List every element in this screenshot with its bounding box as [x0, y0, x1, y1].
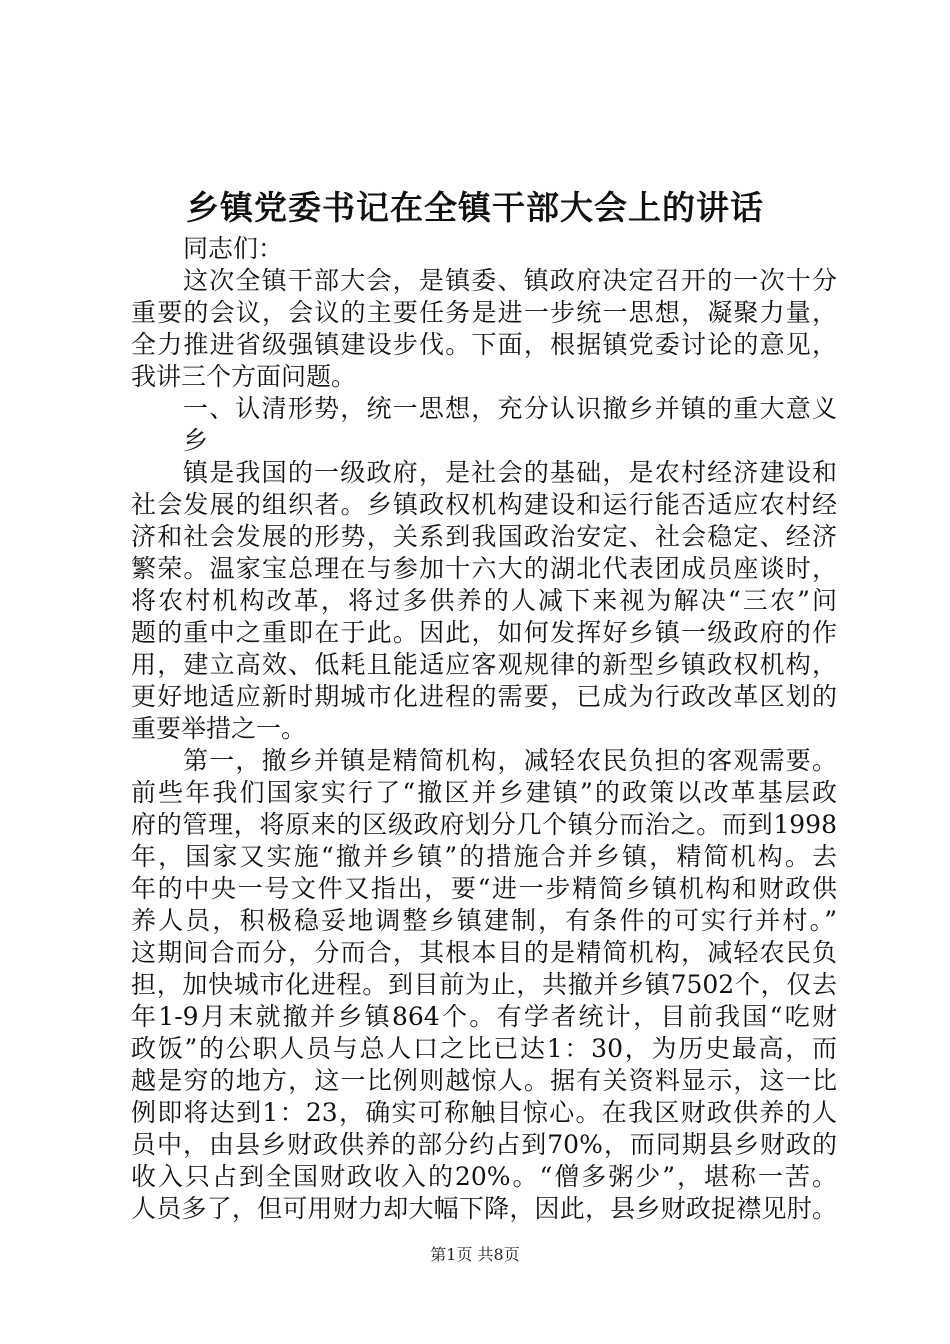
text-line: 年1-9月末就撤并乡镇864个。有学者统计，目前我国“吃财 [131, 1002, 837, 1031]
text-line: 养人员，积极稳妥地调整乡镇建制，有条件的可实行并村。” [131, 906, 837, 935]
text-line: 第一，撤乡并镇是精简机构，减轻农民负担的客观需要。 [183, 746, 837, 775]
text-line: 济和社会发展的形势，关系到我国政治安定、社会稳定、经济 [131, 522, 837, 551]
text-line: 年的中央一号文件又指出，要“进一步精简乡镇机构和财政供 [131, 874, 837, 903]
text-line: 政饭”的公职人员与总人口之比已达1：30，为历史最高，而 [131, 1034, 837, 1063]
text-line: 同志们： [183, 234, 284, 263]
text-line: 越是穷的地方，这一比例则越惊人。据有关资料显示，这一比 [131, 1066, 837, 1095]
text-line: 用，建立高效、低耗且能适应客观规律的新型乡镇政权机构， [131, 650, 837, 679]
text-line: 镇是我国的一级政府，是社会的基础，是农村经济建设和 [183, 458, 837, 487]
text-line: 更好地适应新时期城市化进程的需要，已成为行政改革区划的 [131, 682, 837, 711]
page-number: 第1页 共8页 [430, 1245, 520, 1264]
text-line: 题的重中之重即在于此。因此，如何发挥好乡镇一级政府的作 [131, 618, 837, 647]
text-line: 重要的会议，会议的主要任务是进一步统一思想，凝聚力量， [131, 298, 837, 327]
text-line: 重要举措之一。 [131, 714, 307, 743]
text-line: 乡 [183, 426, 209, 455]
document-body [131, 233, 837, 1225]
text-line: 人员多了，但可用财力却大幅下降，因此，县乡财政捉襟见肘。 [131, 1194, 837, 1223]
text-line: 例即将达到1：23，确实可称触目惊心。在我区财政供养的人 [131, 1098, 837, 1127]
text-line: 这期间合而分，分而合，其根本目的是精简机构，减轻农民负 [131, 938, 837, 967]
section-heading: 一、认清形势，统一思想，充分认识撤乡并镇的重大意义 [183, 394, 837, 423]
text-line: 社会发展的组织者。乡镇政权机构建设和运行能否适应农村经 [131, 490, 837, 519]
text-line: 收入只占到全国财政收入的20%。“僧多粥少”，堪称一苦。 [131, 1162, 837, 1191]
text-line: 繁荣。温家宝总理在与参加十六大的湖北代表团成员座谈时， [131, 554, 837, 583]
text-line: 年，国家又实施“撤并乡镇”的措施合并乡镇，精简机构。去 [131, 842, 837, 871]
text-line: 我讲三个方面问题。 [131, 362, 357, 391]
text-line: 员中，由县乡财政供养的部分约占到70%，而同期县乡财政的 [131, 1130, 837, 1159]
text-line: 这次全镇干部大会，是镇委、镇政府决定召开的一次十分 [183, 266, 837, 295]
text-line: 全力推进省级强镇建设步伐。下面，根据镇党委讨论的意见， [131, 330, 837, 359]
text-line: 将农村机构改革，将过多供养的人减下来视为解决“三农”问 [131, 586, 837, 615]
text-line: 担，加快城市化进程。到目前为止，共撤并乡镇7502个，仅去 [131, 970, 837, 999]
text-line: 府的管理，将原来的区级政府划分几个镇分而治之。而到1998 [131, 810, 837, 839]
document-title: 乡镇党委书记在全镇干部大会上的讲话 [186, 188, 764, 227]
text-line: 前些年我们国家实行了“撤区并乡建镇”的政策以改革基层政 [131, 778, 837, 807]
